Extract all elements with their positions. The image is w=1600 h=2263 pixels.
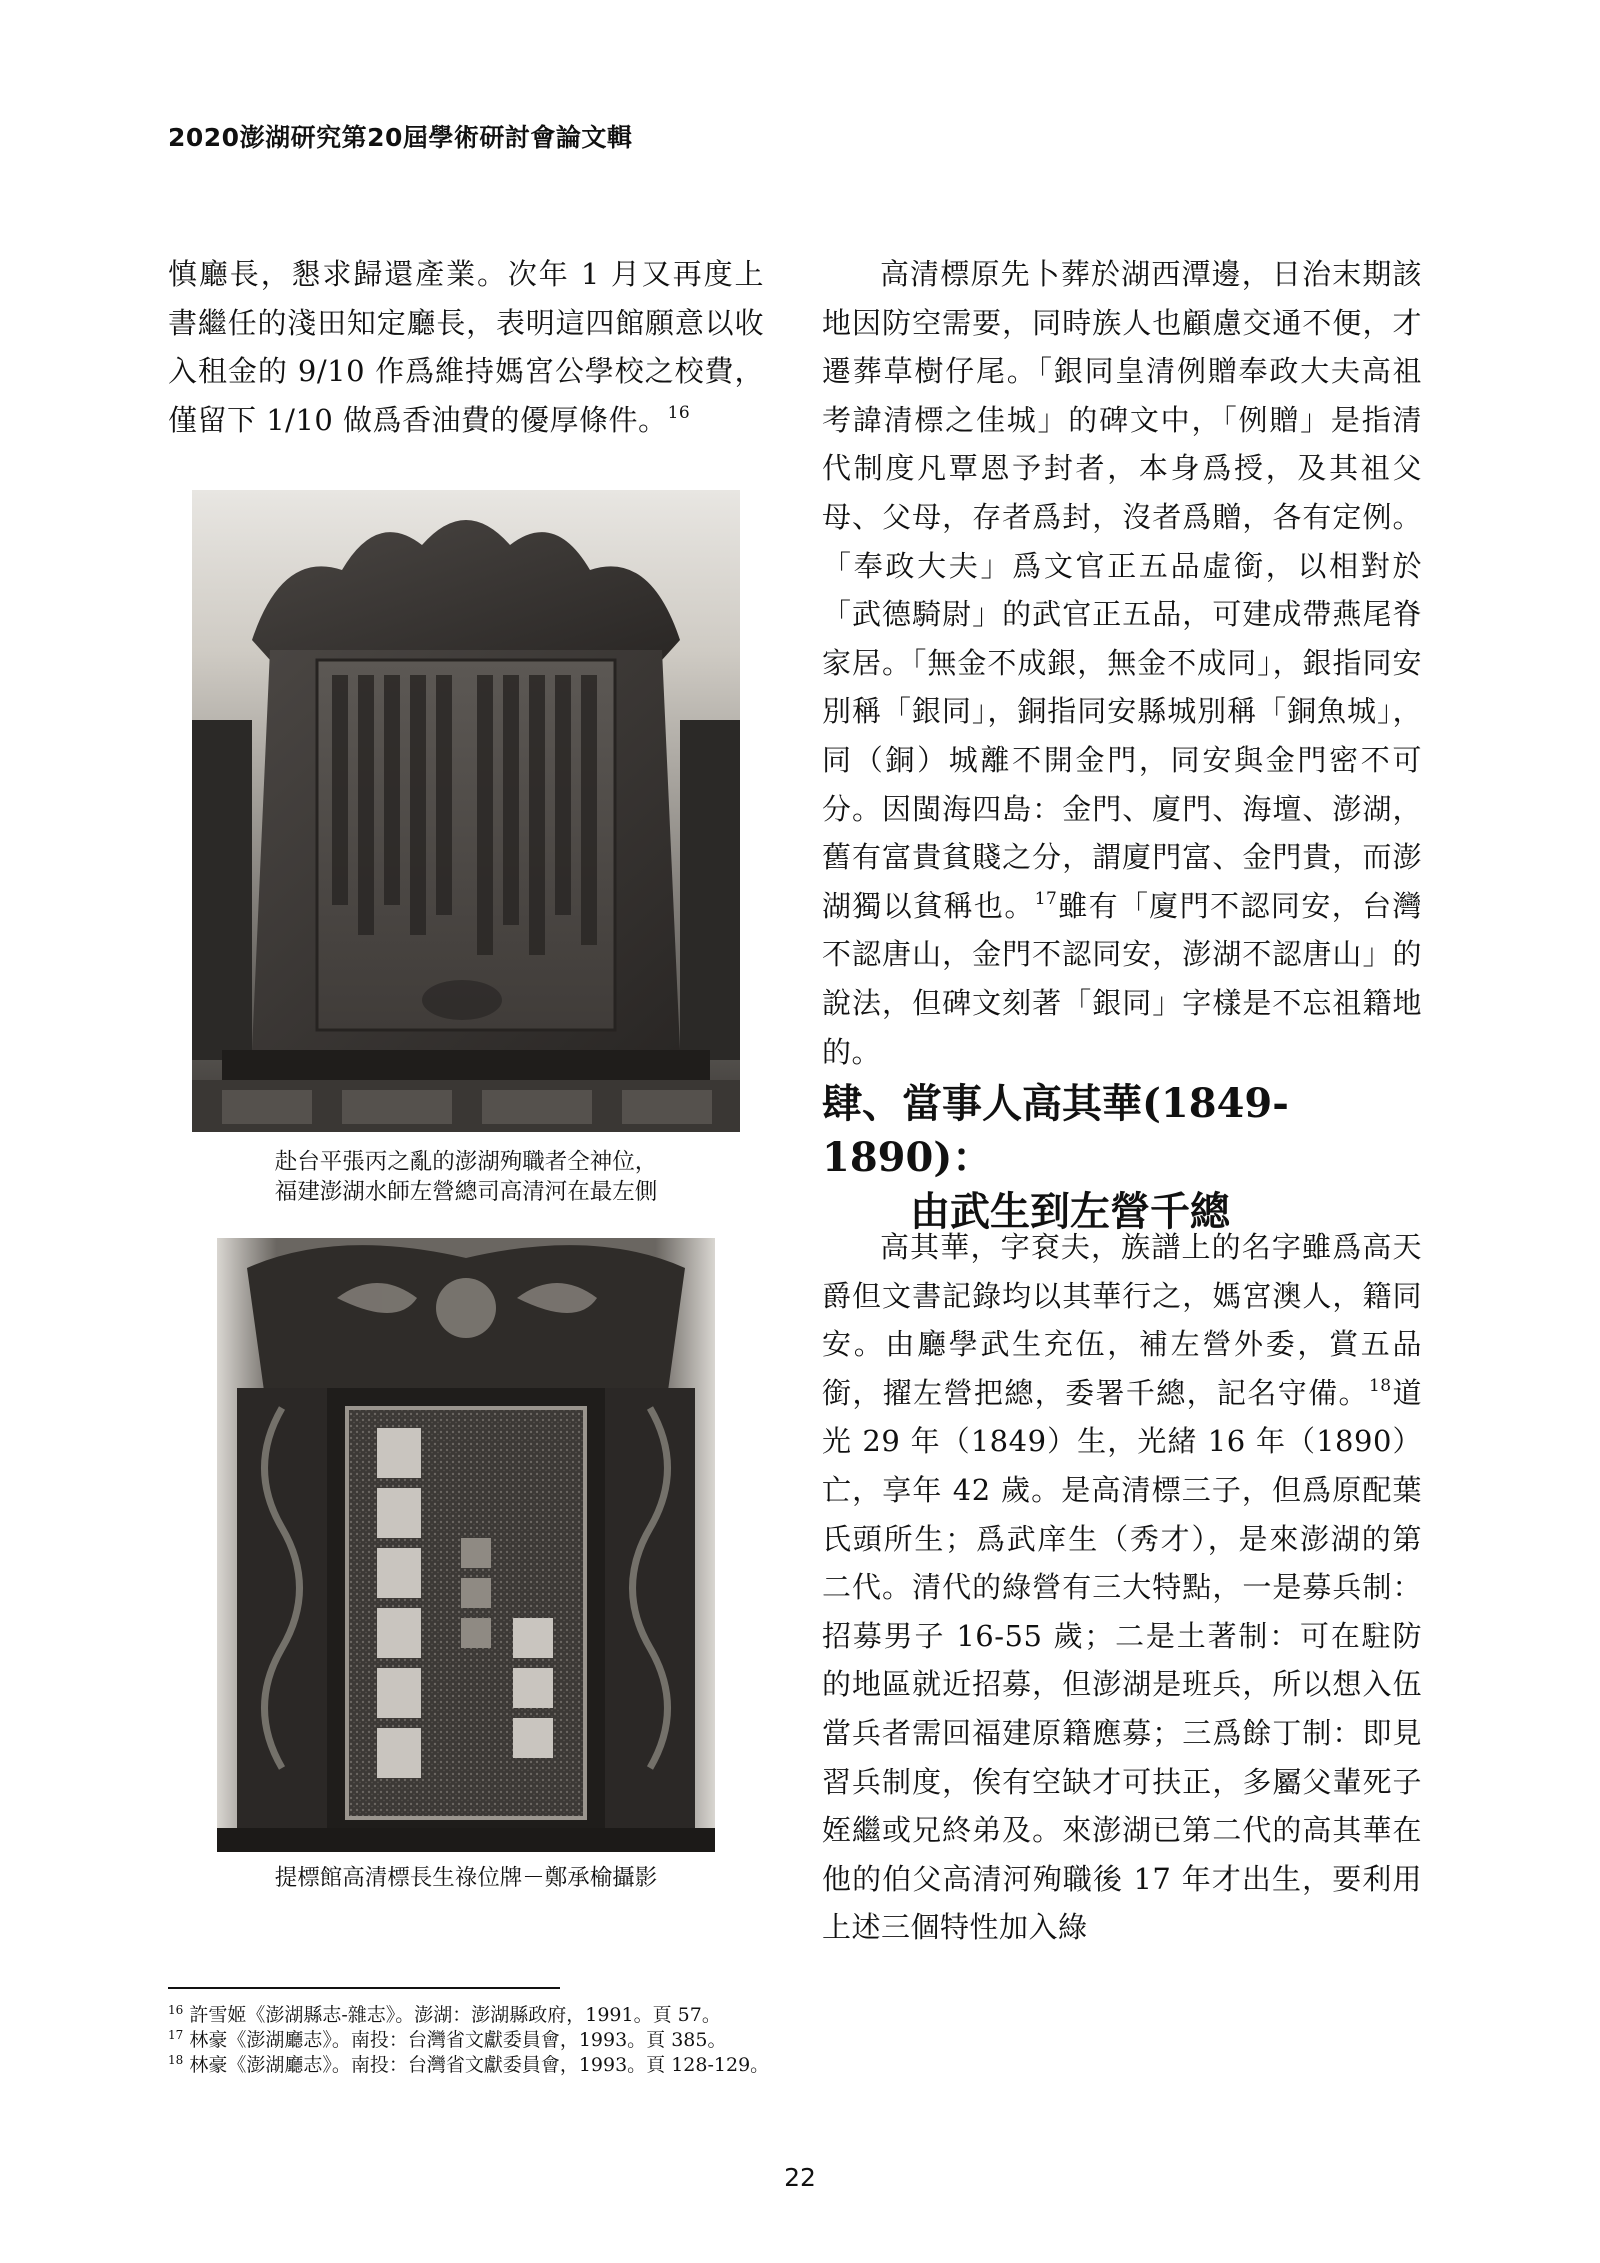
paragraph-text: 高其華，字袞夫，族譜上的名字雖爲高天爵但文書記錄均以其華行之，媽宮澳人，籍同安。由廳學武生充伍，補左營外委，賞五品銜，擢左營把總，委署千總，記名守備。 <box>822 1230 1422 1410</box>
right-column-lower <box>822 1223 1422 1952</box>
paragraph-text: 道光 29 年（1849）生，光緒 16 年（1890）亡，享年 42 歲。是高清標三子，但爲原配葉氏頭所生；爲武庠生（秀才），是來澎湖的第二代。清代的綠營有三大特點，一是募兵制：招募男子 16-55 歲；二是土著制：可在駐防的地區就近招募，但澎湖是班兵，所以想入伍當兵者需回福建原籍應募；三爲餘丁制：即見習兵制度，俟有空缺才可扶正，多屬父輩死子姪繼或兄終弟及。來澎湖已第二代的高其華在他的伯父高清河殉職後 17 年才出生，要利用上述三個特性加入綠 <box>822 1375 1422 1945</box>
footnote-text: 許雪姬《澎湖縣志-雜志》。澎湖：澎湖縣政府，1991。頁 57。 <box>189 2004 721 2026</box>
figure-caption-1 <box>192 1147 740 1207</box>
footnote-ref-17: 17 <box>1034 888 1058 909</box>
left-column <box>168 250 764 444</box>
footnote-number: 16 <box>168 2003 184 2017</box>
footnote-ref-16: 16 <box>667 402 691 423</box>
footnotes <box>168 2003 1428 2078</box>
footnote-divider <box>168 1987 560 1989</box>
page-number: 22 <box>784 2163 816 2192</box>
caption-line: 赴台平張丙之亂的澎湖殉職者仝神位， <box>274 1149 658 1175</box>
figure-caption-2: 提標館高清標長生祿位牌－鄭承榆攝影 <box>274 1865 658 1891</box>
footnote-number: 17 <box>168 2028 184 2042</box>
footnote-text: 林豪《澎湖廳志》。南投：台灣省文獻委員會，1993。頁 385。 <box>189 2029 727 2051</box>
memorial-tablet-image <box>192 490 740 1132</box>
section-title-line1: 肆、當事人高其華(1849-1890)： <box>822 1080 1289 1181</box>
longevity-tablet-image <box>217 1238 715 1852</box>
paragraph-text: 雖有「廈門不認同安，台灣不認唐山，金門不認同安，澎湖不認唐山」的說法，但碑文刻著「銀同」字樣是不忘祖籍地的。 <box>822 888 1422 1069</box>
section-title-line2: 由武生到左營千總 <box>910 1188 1230 1235</box>
footnote-number: 18 <box>168 2053 184 2067</box>
paragraph-text: 高清標原先卜葬於湖西潭邊，日治末期該地因防空需要，同時族人也顧慮交通不便，才遷葬草樹仔尾。「銀同皇清例贈奉政大夫高祖考諱清標之佳城」的碑文中，「例贈」是指清代制度凡覃恩予封者，本身爲授，及其祖父母、父母，存者爲封，沒者爲贈，各有定例。「奉政大夫」爲文官正五品虛銜，以相對於「武德騎尉」的武官正五品，可建成帶燕尾脊家居。「無金不成銀，無金不成同」，銀指同安別稱「銀同」，銅指同安縣城別稱「銅魚城」，同（銅）城離不開金門，同安與金門密不可分。因閩海四島：金門、廈門、海壇、澎湖，舊有富貴貧賤之分，謂廈門富、金門貴，而澎湖獨以貧稱也。 <box>822 257 1422 923</box>
caption-line: 福建澎湖水師左營總司高清河在最左側 <box>274 1179 658 1205</box>
left-paragraph <box>168 250 764 444</box>
right-column <box>822 250 1422 1076</box>
longevity-tablet-photo <box>217 1238 715 1852</box>
section-title <box>822 1077 1422 1239</box>
footnote-ref-18: 18 <box>1368 1375 1392 1396</box>
footnote-text: 林豪《澎湖廳志》。南投：台灣省文獻委員會，1993。頁 128-129。 <box>189 2054 770 2076</box>
footnote-17 <box>168 2028 1428 2053</box>
footnote-16 <box>168 2003 1428 2028</box>
paragraph-text: 慎廳長，懇求歸還產業。次年 1 月又再度上書繼任的淺田知定廳長，表明這四館願意以收入租金的 9/10 作爲維持媽宮公學校之校費，僅留下 1/10 做爲香油費的優厚條件。 <box>168 257 764 437</box>
right-paragraph-1 <box>822 250 1422 1076</box>
running-header: 2020澎湖研究第20屆學術研討會論文輯 <box>168 123 633 152</box>
right-paragraph-2 <box>822 1223 1422 1952</box>
memorial-tablet-photo <box>192 490 740 1132</box>
footnote-18 <box>168 2053 1428 2078</box>
